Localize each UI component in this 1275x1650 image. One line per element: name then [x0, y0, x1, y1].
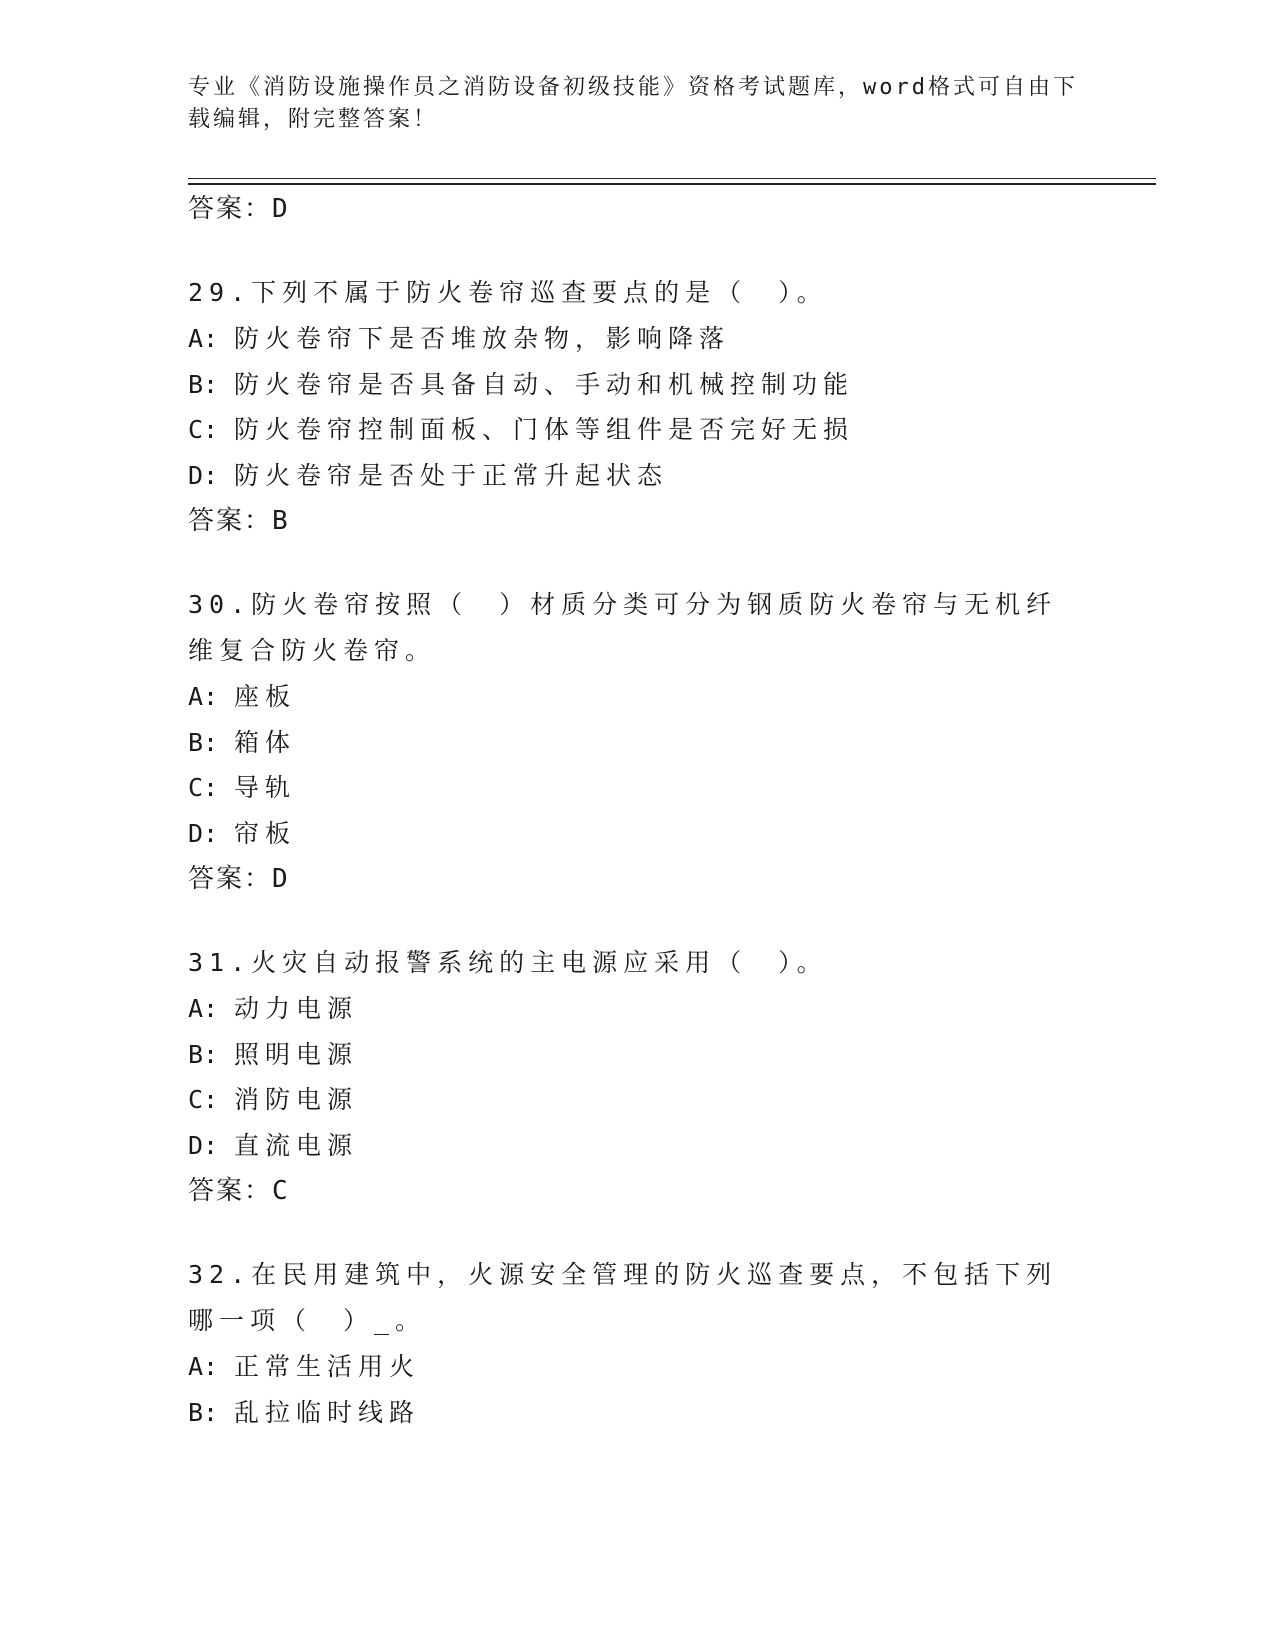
- option-a: [188, 986, 1088, 1032]
- question-29: [188, 270, 1088, 542]
- header-divider-thin: [188, 178, 1156, 179]
- option-c: [188, 1077, 1088, 1123]
- header-text: 专业《消防设施操作员之消防设备初级技能》资格考试题库，word格式可自由下载编辑，附完整答案！: [188, 75, 1078, 132]
- option-text: 防火卷帘是否具备自动、手动和机械控制功能: [234, 369, 855, 399]
- option-a: [188, 316, 1088, 362]
- option-c: [188, 765, 1088, 811]
- option-text: 动力电源: [234, 994, 359, 1023]
- answer-line: 答案：B: [188, 506, 290, 536]
- option-text: 乱拉临时线路: [234, 1397, 421, 1427]
- option-text: 防火卷帘是否处于正常升起状态: [234, 460, 669, 490]
- question-32: [188, 1252, 1088, 1435]
- option-text: 帘板: [234, 818, 297, 848]
- option-key: D:: [188, 1130, 219, 1160]
- option-key: C:: [188, 1085, 219, 1114]
- option-text: 导轨: [234, 773, 297, 802]
- option-d: [188, 1123, 1088, 1169]
- option-b: [188, 1032, 1088, 1078]
- option-key: D:: [188, 818, 219, 848]
- option-key: B:: [188, 369, 219, 399]
- option-b: [188, 1390, 1088, 1436]
- option-d: [188, 811, 1088, 857]
- option-b: [188, 720, 1088, 766]
- option-key: A:: [188, 1352, 219, 1381]
- option-text: 消防电源: [234, 1085, 359, 1114]
- option-a: [188, 674, 1088, 720]
- option-text: 座板: [234, 682, 297, 711]
- answer-line: 答案：D: [188, 864, 290, 894]
- question-text: 29.下列不属于防火卷帘巡查要点的是（ ）。: [188, 278, 828, 307]
- option-text: 直流电源: [234, 1130, 359, 1160]
- option-text: 箱体: [234, 727, 297, 757]
- option-key: B:: [188, 1039, 219, 1069]
- option-a: [188, 1344, 1088, 1390]
- question-30: [188, 582, 1088, 900]
- question-text: 30.防火卷帘按照（ ）材质分类可分为钢质防火卷帘与无机纤维复合防火卷帘。: [188, 590, 1058, 665]
- option-text: 防火卷帘下是否堆放杂物，影响降落: [234, 324, 731, 353]
- answer-line: 答案：D: [188, 194, 290, 224]
- option-key: C:: [188, 415, 219, 444]
- option-b: [188, 362, 1088, 408]
- option-d: [188, 453, 1088, 499]
- question-text: 31.火灾自动报警系统的主电源应采用（ ）。: [188, 948, 828, 977]
- option-key: B:: [188, 727, 219, 757]
- document-header: [188, 72, 1088, 136]
- answer-line: 答案：C: [188, 1176, 290, 1206]
- option-text: 防火卷帘控制面板、门体等组件是否完好无损: [234, 415, 855, 444]
- option-key: C:: [188, 773, 219, 802]
- question-31: [188, 940, 1088, 1212]
- option-key: D:: [188, 460, 219, 490]
- option-key: A:: [188, 324, 219, 353]
- option-key: B:: [188, 1397, 219, 1427]
- option-text: 照明电源: [234, 1039, 359, 1069]
- header-divider-thick: [188, 183, 1156, 185]
- option-key: A:: [188, 682, 219, 711]
- question-text: 32.在民用建筑中，火源安全管理的防火巡查要点，不包括下列哪一项（ ）_。: [188, 1260, 1058, 1335]
- question-list: [188, 186, 1088, 1435]
- option-c: [188, 407, 1088, 453]
- option-key: A:: [188, 994, 219, 1023]
- option-text: 正常生活用火: [234, 1352, 421, 1381]
